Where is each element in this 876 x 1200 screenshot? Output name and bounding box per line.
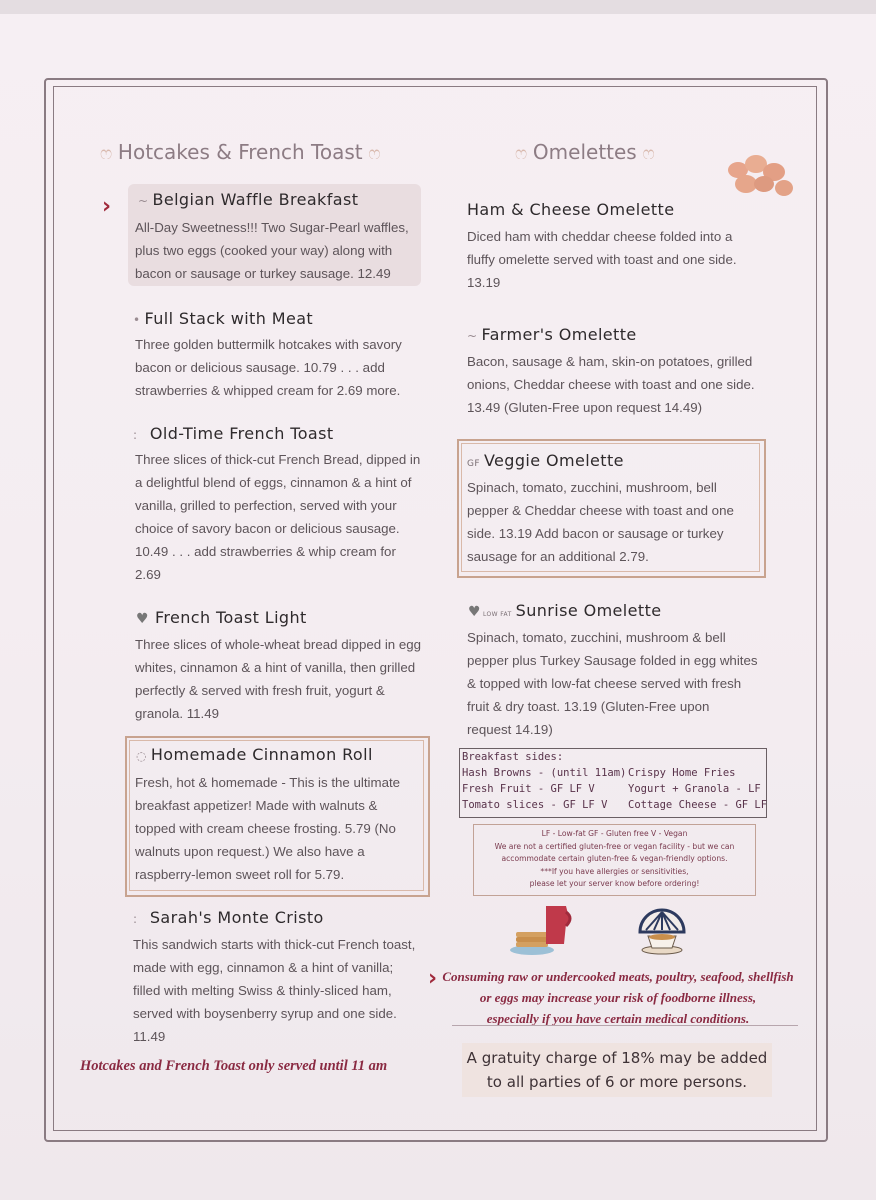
section-heading-omelettes: ෆ Omelettes ෆ <box>515 140 655 164</box>
legend-line: please let your server know before ordering! <box>529 879 700 888</box>
swirl-ornament-icon: ෆ <box>362 143 381 164</box>
menu-item-desc: Three slices of whole-wheat bread dipped in egg whites, cinnamon & a hint of vanilla, then grilled perfectly & served with fresh fruit, yogurt & granola. 11.49 <box>135 637 422 721</box>
swirl-bullet-icon: ~ <box>467 329 478 343</box>
heart-icon: ♥ <box>468 604 481 620</box>
menu-item-desc: All-Day Sweetness!!! Two Sugar-Pearl waffles, plus two eggs (cooked your way) along with bacon or sausage or turkey sausage. 12.49 <box>135 220 409 281</box>
menu-item-title: : Old-Time French Toast <box>133 424 334 443</box>
hotcakes-hours-note: Hotcakes and French Toast only served until 11 am <box>80 1058 388 1074</box>
low-fat-tag: LOW FAT <box>482 611 512 618</box>
pancakes-pitcher-icon <box>508 900 574 958</box>
page-shadow <box>0 0 876 14</box>
eggs-icon <box>718 150 796 202</box>
swirl-ornament-icon: ෆ <box>636 143 655 164</box>
bullet-icon: : <box>133 912 146 926</box>
menu-item-title: ◌ Homemade Cinnamon Roll <box>136 745 373 764</box>
dietary-legend <box>473 824 756 896</box>
side-item: Hash Browns - (until 11am) <box>462 767 627 779</box>
menu-item-title: GF Veggie Omelette <box>467 451 624 470</box>
sides-title: Breakfast sides: <box>462 751 564 763</box>
menu-item-title: • Full Stack with Meat <box>133 309 314 328</box>
highlight-arrow-icon: › <box>102 194 112 219</box>
menu-item-title: : Sarah's Monte Cristo <box>133 908 324 927</box>
side-item: Tomato slices - GF LF V <box>462 799 608 811</box>
menu-item-title: ~ Farmer's Omelette <box>467 325 637 344</box>
warning-arrow-icon: › <box>428 966 438 991</box>
heart-icon: ♥ <box>136 611 149 627</box>
menu-item-desc: Three golden buttermilk hotcakes with savory bacon or delicious sausage. 10.79 . . . add strawberries & whipped cream for 2.69 more. <box>135 337 402 398</box>
section-heading-hotcakes: ෆ Hotcakes & French Toast ෆ <box>100 140 381 164</box>
side-item: Fresh Fruit - GF LF V <box>462 783 595 795</box>
menu-item-desc: Spinach, tomato, zucchini, mushroom & bell pepper plus Turkey Sausage folded in egg whites & topped with low-fat cheese served with fresh fruit & dry toast. 13.19 (Gluten-Free upon request 14.19) <box>467 630 758 737</box>
swirl-ornament-icon: ෆ <box>515 143 533 164</box>
legend-line: LF - Low-fat GF - Gluten free V - Vegan <box>541 829 688 838</box>
swirl-bullet-icon: ~ <box>138 194 149 208</box>
swirl-ornament-icon: ෆ <box>100 143 118 164</box>
breakfast-sides-box <box>459 748 767 818</box>
legend-line: ***If you have allergies or sensitivities, <box>540 867 689 876</box>
swirl-bullet-icon: ◌ <box>136 749 147 763</box>
menu-item-title: ♥ French Toast Light <box>136 608 307 627</box>
gf-tag: GF <box>467 459 480 469</box>
legend-line: accommodate certain gluten-free & vegan-friendly options. <box>501 854 728 863</box>
menu-item-desc: This sandwich starts with thick-cut French toast, made with egg, cinnamon & a hint of vanilla; filled with melting Swiss & thinly-sliced ham, served with boysenberry syrup and one side. 11.49 <box>133 937 416 1044</box>
bullet-icon: : <box>133 428 146 442</box>
menu-item-desc: Spinach, tomato, zucchini, mushroom, bell pepper & Cheddar cheese with toast and one side. 13.19 Add bacon or sausage or turkey sausage for an additional 2.79. <box>467 480 734 564</box>
legend-line: We are not a certified gluten-free or vegan facility - but we can <box>494 842 735 851</box>
menu-item-title: ♥ LOW FAT Sunrise Omelette <box>468 601 662 620</box>
menu-item-desc: Diced ham with cheddar cheese folded into a fluffy omelette served with toast and one side. 13.19 <box>467 229 737 290</box>
menu-item-desc: Three slices of thick-cut French Bread, dipped in a delightful blend of eggs, cinnamon & a hint of vanilla, grilled to perfection, served with your choice of savory bacon or delicious sausage. 10.49 . . . add strawberries & whip cream for 2.69 <box>135 452 421 582</box>
bullet-icon: • <box>133 313 141 327</box>
side-item: Cottage Cheese - GF LF <box>628 799 768 811</box>
side-item: Crispy Home Fries <box>628 767 736 779</box>
menu-item-title: Ham & Cheese Omelette <box>467 200 675 219</box>
menu-item-title: ~ Belgian Waffle Breakfast <box>138 190 359 209</box>
coffee-cup-icon <box>634 906 690 956</box>
divider <box>452 1025 798 1026</box>
side-item: Yogurt + Granola - LF <box>628 783 761 795</box>
foodborne-illness-warning: Consuming raw or undercooked meats, poultry, seafood, shellfish or eggs may increase your risk of foodborne illness, especially if you have certain medical conditions. <box>442 969 794 1026</box>
gratuity-note: A gratuity charge of 18% may be added to all parties of 6 or more persons. <box>466 1049 768 1091</box>
menu-item-desc: Fresh, hot & homemade - This is the ultimate breakfast appetizer! Made with walnuts & topped with cream cheese frosting. 5.79 (No walnuts upon request.) We also have a raspberry-lemon sweet roll for 5.79. <box>135 775 401 882</box>
menu-item-desc: Bacon, sausage & ham, skin-on potatoes, grilled onions, Cheddar cheese with toast and one side. 13.49 (Gluten-Free upon request 14.49) <box>467 354 755 415</box>
